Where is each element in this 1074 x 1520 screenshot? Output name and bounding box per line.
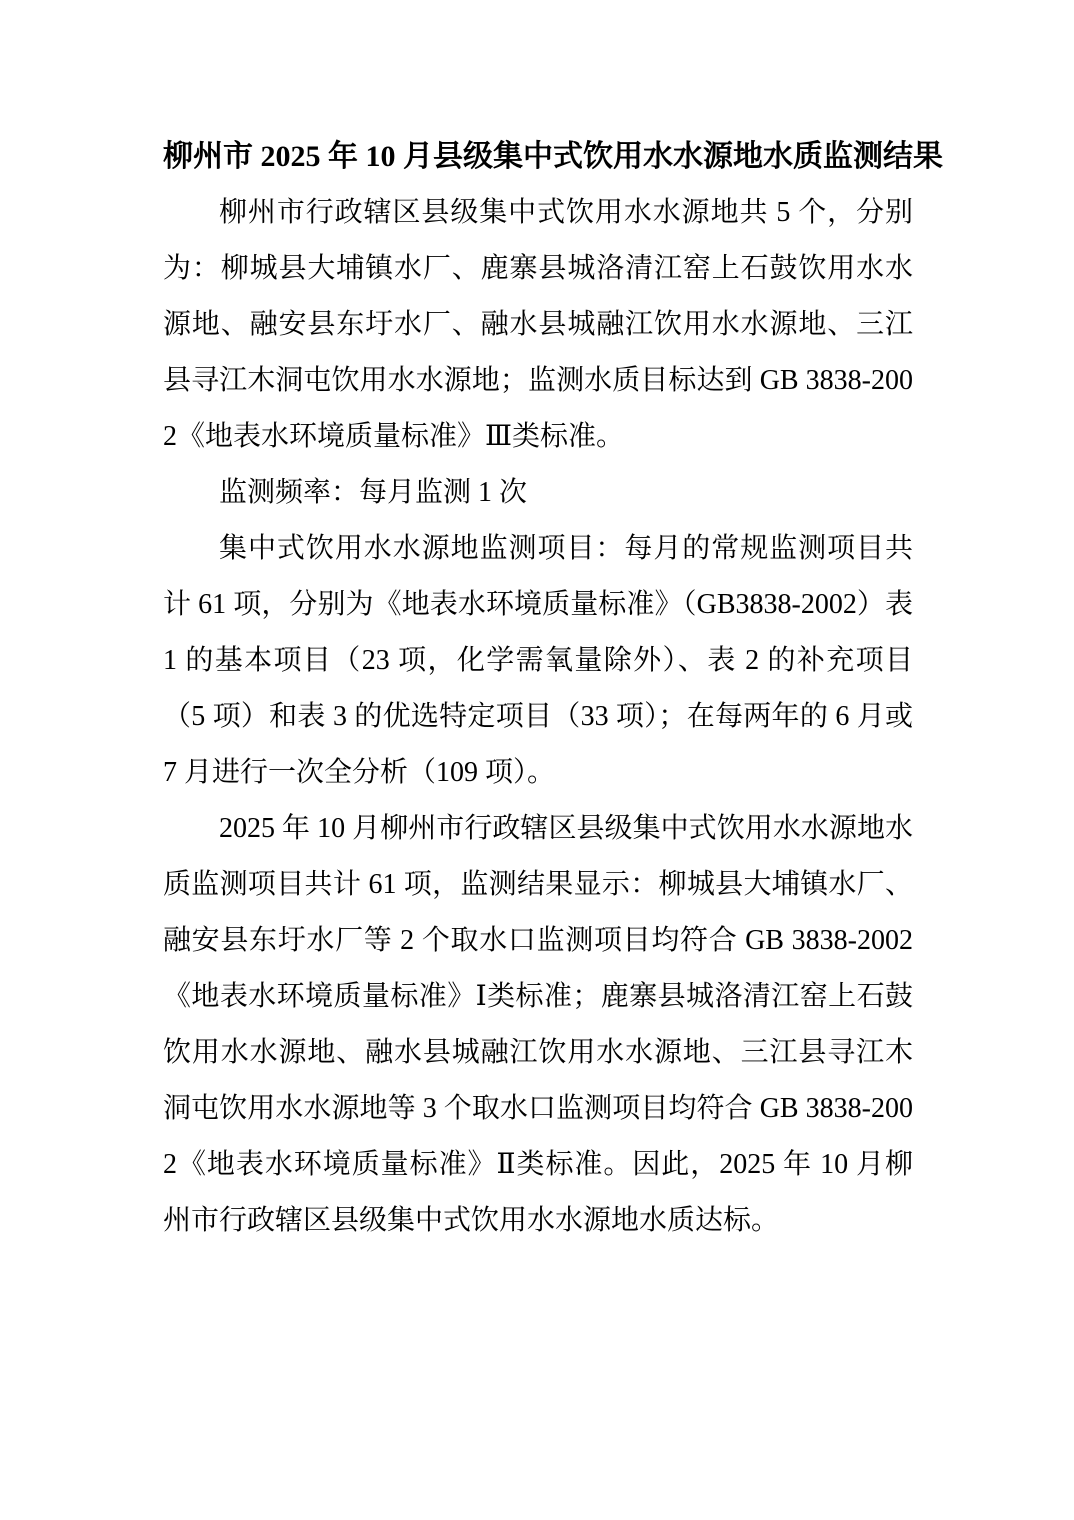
paragraph-monitoring-frequency: 监测频率：每月监测 1 次 xyxy=(219,477,528,508)
document-content xyxy=(163,129,943,1249)
paragraph-water-sources-overview: 柳州市行政辖区县级集中式饮用水水源地共 5 个，分别为：柳城县大埔镇水厂、鹿寨县城洛清江窑上石鼓饮用水水源地、融安县东圩水厂、融水县城融江饮用水水源地、三江县寻江木洞屯饮用水水源地；监测水质目标达到 GB 3838-2002《地表水环境质量标准》Ⅲ类标准。 xyxy=(163,197,913,452)
document-title: 柳州市 2025 年 10 月县级集中式饮用水水源地水质监测结果 xyxy=(163,140,943,173)
paragraph-monitoring-results: 2025 年 10 月柳州市行政辖区县级集中式饮用水水源地水质监测项目共计 61 项，监测结果显示：柳城县大埔镇水厂、融安县东圩水厂等 2 个取水口监测项目均符合 GB 3838-2002《地表水环境质量标准》Ⅰ类标准；鹿寨县城洛清江窑上石鼓饮用水水源地、融水县城融江饮用水水源地、三江县寻江木洞屯饮用水水源地等 3 个取水口监测项目均符合 GB 3838-2002《地表水环境质量标准》Ⅱ类标准。因此，2025 年 10 月柳州市行政辖区县级集中式饮用水水源地水质达标。 xyxy=(163,813,913,1236)
paragraph-monitoring-items: 集中式饮用水水源地监测项目：每月的常规监测项目共计 61 项，分别为《地表水环境质量标准》（GB3838-2002）表 1 的基本项目（23 项，化学需氧量除外）、表 2 的补充项目（5 项）和表 3 的优选特定项目（33 项）；在每两年的 6 月或 7 月进行一次全分析（109 项）。 xyxy=(163,533,913,788)
